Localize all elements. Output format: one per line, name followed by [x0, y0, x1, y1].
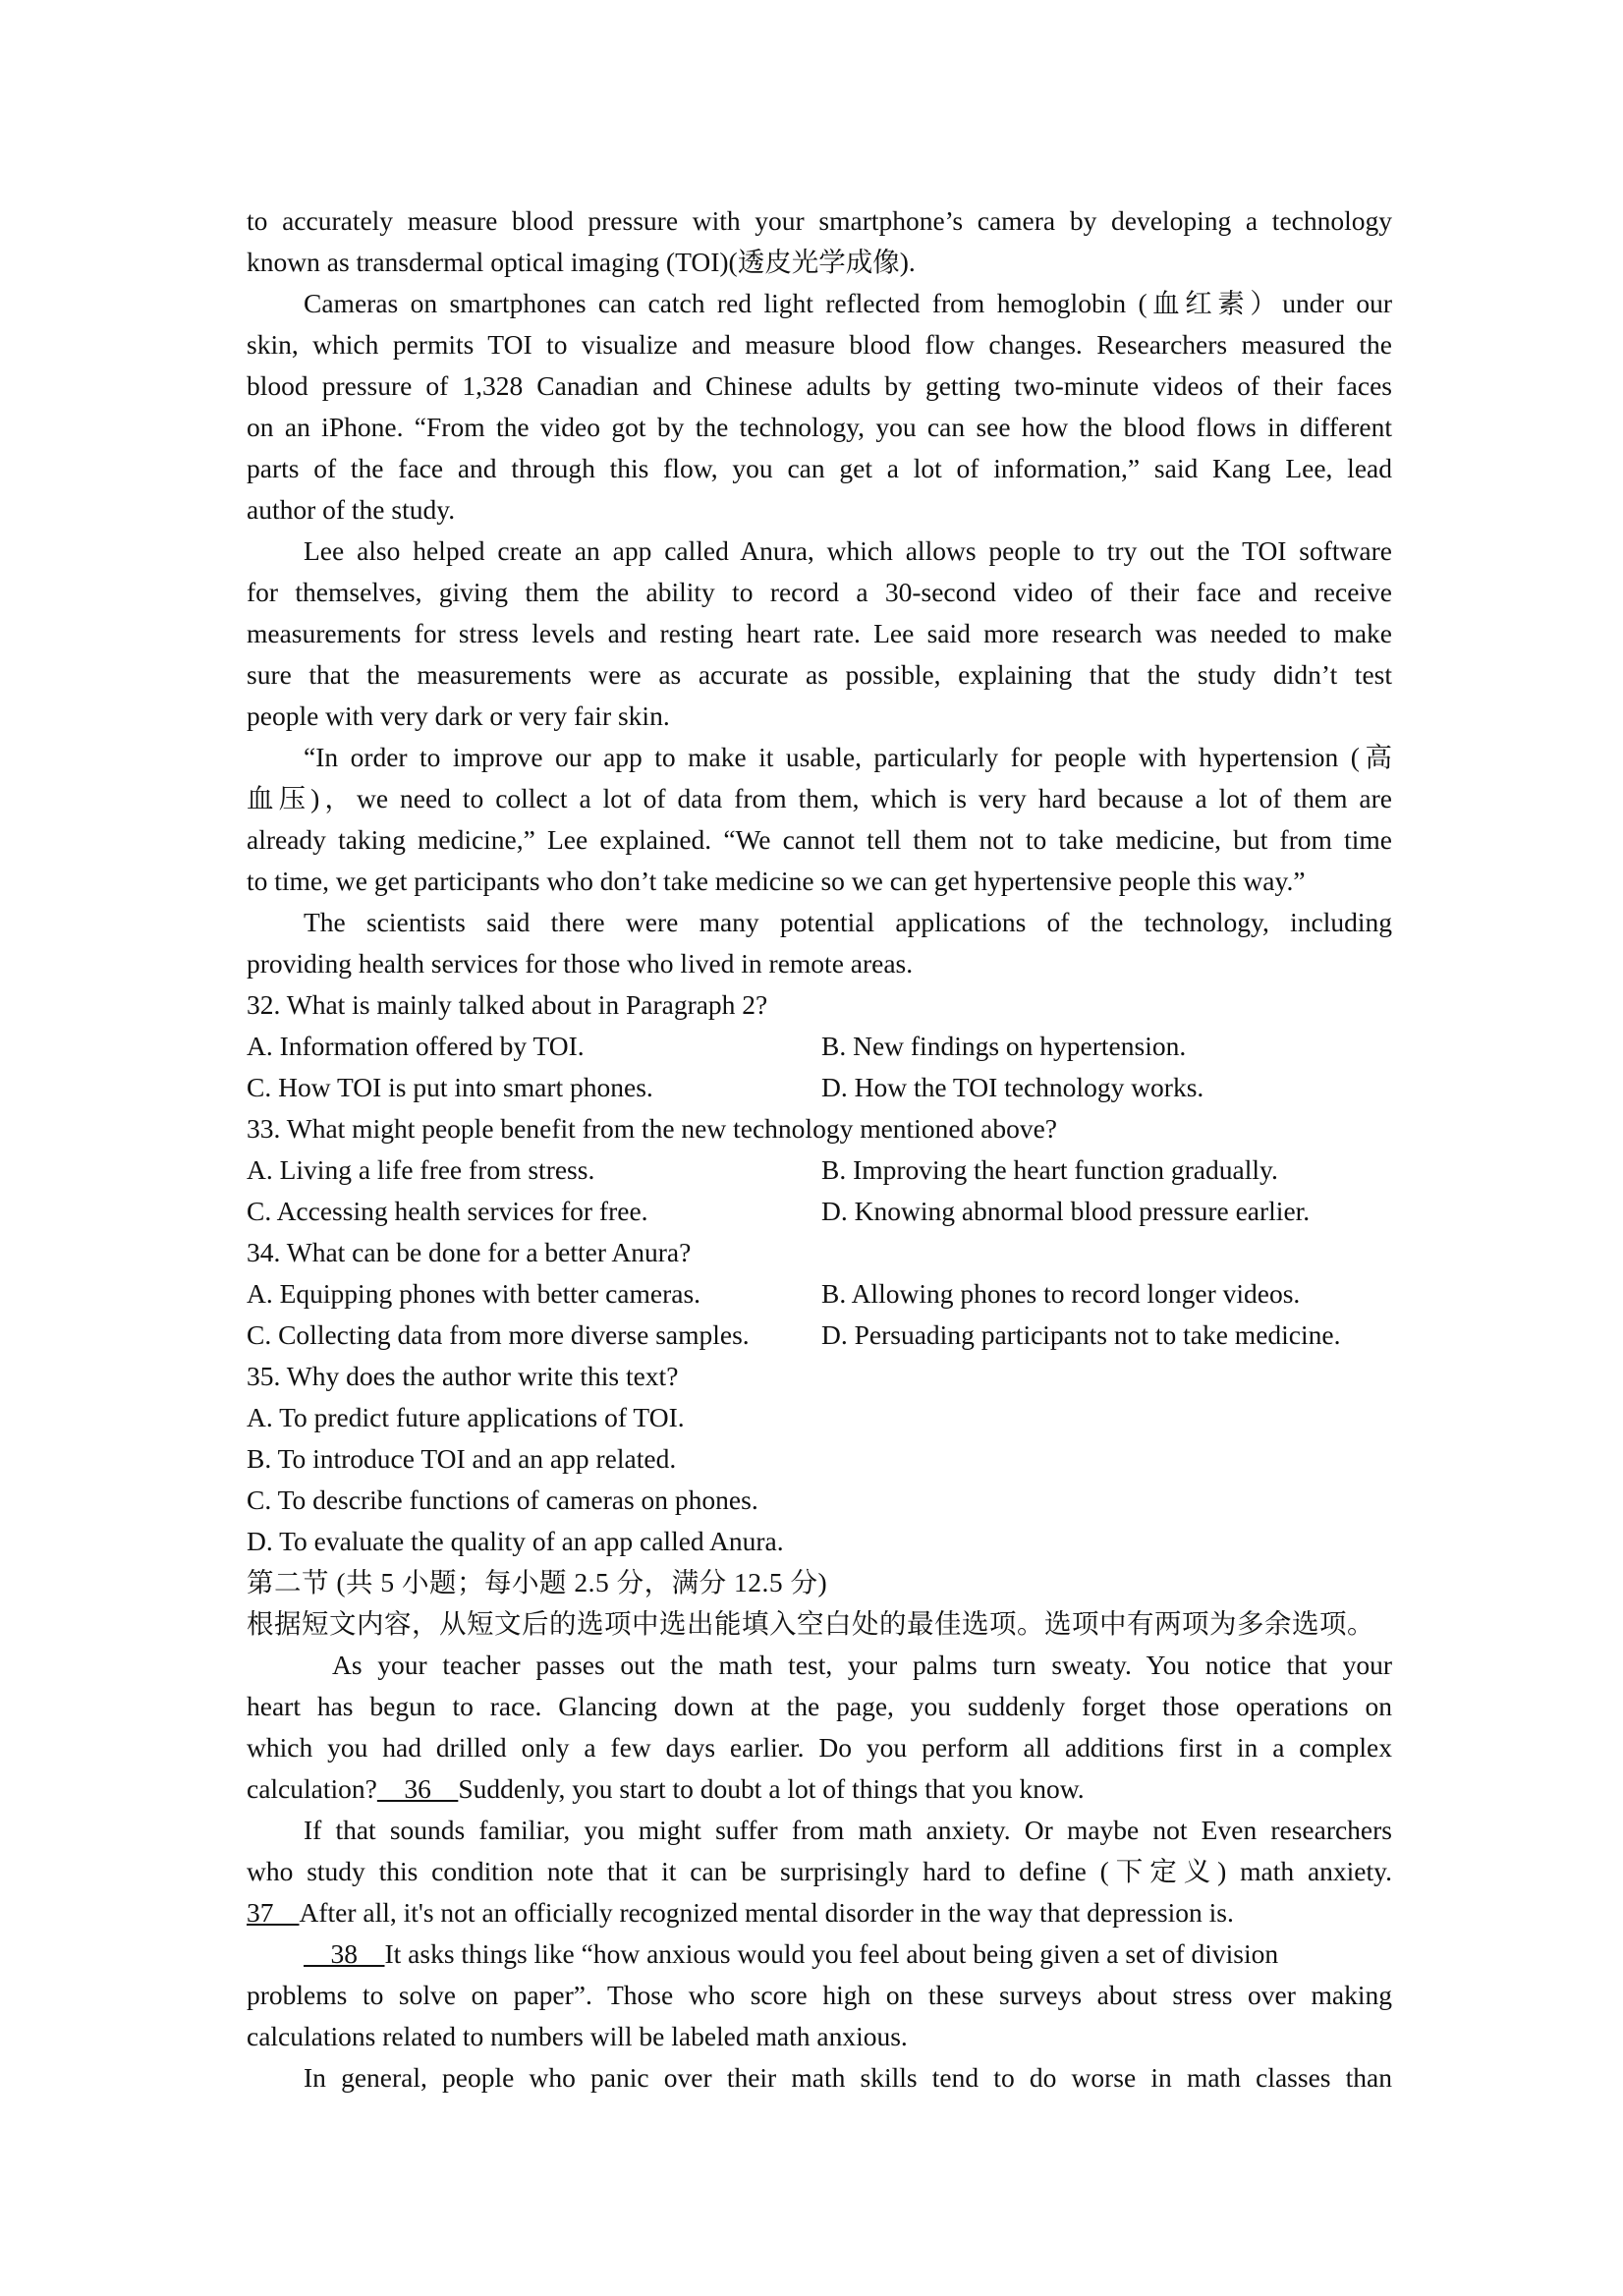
option-a: A. Living a life free from stress. [247, 1154, 595, 1185]
option-a: A. Equipping phones with better cameras. [247, 1278, 701, 1309]
passage-line: heart has begun to race. Glancing down at the page, you suddenly forget those operations on [247, 1691, 1392, 1721]
option-d: D. Persuading participants not to take medicine. [821, 1319, 1341, 1350]
option-row [247, 1067, 1392, 1108]
question-stem: 35. Why does the author write this text? [247, 1361, 679, 1391]
option-c: C. To describe functions of cameras on phones. [247, 1484, 758, 1515]
passage-line: Lee also helped create an app called Anura, which allows people to try out the TOI software [304, 535, 1392, 566]
passage-line: skin, which permits TOI to visualize and measure blood flow changes. Researchers measured the [247, 329, 1392, 360]
passage-line: As your teacher passes out the math test, your palms turn sweaty. You notice that your [332, 1650, 1392, 1680]
option-b: B. New findings on hypertension. [821, 1031, 1187, 1061]
passage-line: already taking medicine,” Lee explained. “We cannot tell them not to take medicine, but from time [247, 824, 1392, 855]
passage-line: Cameras on smartphones can catch red light reflected from hemoglobin (血红素）under our [304, 288, 1392, 318]
option-d: D. To evaluate the quality of an app called Anura. [247, 1526, 784, 1556]
option-row [247, 1273, 1392, 1315]
passage-line: who study this condition note that it can be surprisingly hard to define (下定义) math anxiety. [247, 1856, 1392, 1886]
option-row [247, 1191, 1392, 1232]
option-d: D. How the TOI technology works. [821, 1072, 1204, 1102]
passage-line: 血压)，we need to collect a lot of data from them, which is very hard because a lot of them are [247, 783, 1392, 813]
option-c: C. Collecting data from more diverse samples. [247, 1319, 750, 1350]
option-row [247, 1026, 1392, 1067]
text-segment: It asks things like “how anxious would you feel about being given a set of division [384, 1938, 1279, 1969]
passage-line: sure that the measurements were as accurate as possible, explaining that the study didn’t test [247, 659, 1392, 690]
question-33 [247, 1108, 1392, 1232]
question-stem: 34. What can be done for a better Anura? [247, 1237, 692, 1267]
passage-line [247, 1768, 1392, 1810]
option-row [247, 1149, 1392, 1191]
passage-line: In general, people who panic over their math skills tend to do worse in math classes than [304, 2062, 1392, 2093]
passage-line: on an iPhone. “From the video got by the technology, you can see how the blood flows in different [247, 412, 1392, 442]
section-heading: 第二节 (共 5 小题；每小题 2.5 分，满分 12.5 分) [247, 1567, 828, 1597]
passage-line: providing health services for those who lived in remote areas. [247, 948, 914, 979]
passage-line: blood pressure of 1,328 Canadian and Chinese adults by getting two-minute videos of their faces [247, 370, 1392, 401]
blank-36[interactable]: 36 [376, 1773, 459, 1804]
passage-1 [247, 200, 1392, 984]
option-b: B. Allowing phones to record longer videos. [821, 1278, 1301, 1309]
blank-37[interactable]: 37 [247, 1897, 300, 1928]
passage-line: problems to solve on paper”. Those who score high on these surveys about stress over making [247, 1980, 1392, 2010]
question-32 [247, 984, 1392, 1108]
passage-line: known as transdermal optical imaging (TOI)(透皮光学成像). [247, 247, 916, 277]
passage-line: author of the study. [247, 494, 456, 525]
passage-line: measurements for stress levels and resting heart rate. Lee said more research was needed to make [247, 618, 1392, 648]
option-a: A. Information offered by TOI. [247, 1031, 585, 1061]
passage-line: “In order to improve our app to make it usable, particularly for people with hypertension (高 [304, 742, 1392, 772]
passage-2 [247, 1645, 1392, 2099]
text-segment: calculation? [247, 1773, 377, 1804]
text-column [247, 200, 1392, 2099]
passage-line: to accurately measure blood pressure with your smartphone’s camera by developing a technology [247, 205, 1392, 236]
blank-38[interactable]: 38 [304, 1938, 385, 1969]
option-d: D. Knowing abnormal blood pressure earlier. [821, 1196, 1311, 1226]
passage-line: for themselves, giving them the ability to record a 30-second video of their face and receive [247, 577, 1392, 607]
option-row [247, 1315, 1392, 1356]
question-stem: 32. What is mainly talked about in Paragraph 2? [247, 989, 768, 1020]
question-35 [247, 1356, 1392, 1562]
passage-line: If that sounds familiar, you might suffer from math anxiety. Or maybe not Even researchers [304, 1815, 1392, 1845]
text-segment: After all, it's not an officially recognized mental disorder in the way that depression is. [299, 1897, 1234, 1928]
text-segment: Suddenly, you start to doubt a lot of things that you know. [458, 1773, 1085, 1804]
passage-line: calculations related to numbers will be labeled math anxious. [247, 2021, 908, 2051]
passage-line: parts of the face and through this flow, you can get a lot of information,” said Kang Lee, lead [247, 453, 1392, 483]
question-stem: 33. What might people benefit from the new technology mentioned above? [247, 1113, 1058, 1144]
passage-line: The scientists said there were many potential applications of the technology, including [304, 907, 1392, 937]
question-34 [247, 1232, 1392, 1356]
section-instruction: 根据短文内容，从短文后的选项中选出能填入空白处的最佳选项。选项中有两项为多余选项。 [247, 1608, 1374, 1639]
passage-line: which you had drilled only a few days earlier. Do you perform all additions first in a complex [247, 1732, 1392, 1763]
section-2-header [247, 1562, 1392, 1645]
passage-line [247, 1892, 1392, 1933]
option-c: C. How TOI is put into smart phones. [247, 1072, 653, 1102]
passage-line: people with very dark or very fair skin. [247, 700, 670, 731]
option-c: C. Accessing health services for free. [247, 1196, 648, 1226]
passage-line: to time, we get participants who don’t take medicine so we can get hypertensive people this way.” [247, 866, 1306, 896]
passage-line [247, 1933, 1392, 1975]
option-a: A. To predict future applications of TOI. [247, 1402, 685, 1432]
option-b: B. Improving the heart function gradually. [821, 1154, 1278, 1185]
option-b: B. To introduce TOI and an app related. [247, 1443, 677, 1474]
